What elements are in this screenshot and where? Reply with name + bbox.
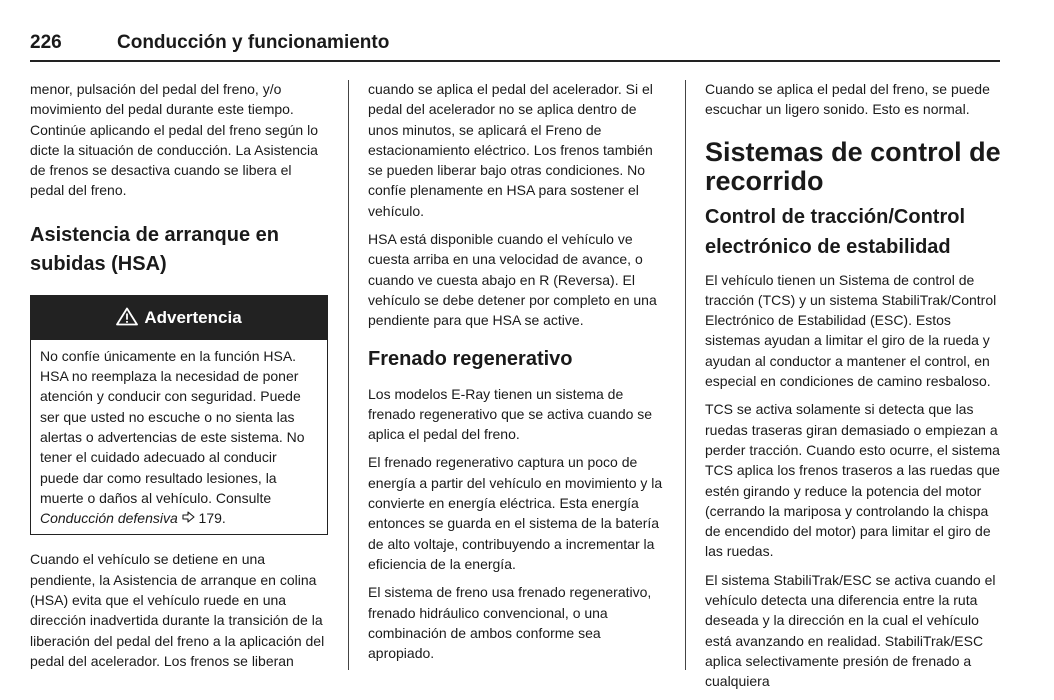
paragraph: El sistema StabiliTrak/ESC se activa cuando el vehículo detecta una diferencia entre la ruta deseada y la dirección en la cual el vehículo está avanzando en realidad. StabiliTrak/ESC aplica selectivamente presión de frenado a cualquiera	[705, 571, 996, 690]
column-divider-left	[348, 80, 349, 670]
paragraph: HSA está disponible cuando el vehículo ve cuesta arriba en una velocidad de avance, o cuando ve cuesta abajo en R (Reversa). El vehículo se debe detener por completo en una pendiente para que HSA se active.	[368, 231, 657, 329]
paragraph: TCS se activa solamente si detecta que las ruedas traseras giran demasiado o empiezan a perder tracción. Cuando esto ocurre, el sistema TCS aplica los frenos traseros a las ruedas que estén girando y reduce la potencia del motor (cerrando la mariposa y controlando la chispa de encendido del motor) para limitar el giro de las ruedas.	[705, 401, 1000, 560]
paragraph: El frenado regenerativo captura un poco de energía a partir del vehículo en movimiento y la convierte en energía eléctrica. Esta energía entonces se guarda en el sistema de la batería de alto voltaje, contribuyendo a incrementar la eficiencia de la energía.	[368, 454, 663, 572]
page-reference-arrow-icon	[182, 511, 195, 523]
column-divider-right	[685, 80, 686, 670]
paragraph: cuando se aplica el pedal del acelerador. Si el pedal del acelerador no se aplica dentro de unos minutos, se aplicará el Freno de estacionamiento eléctrico. Los frenos también se pueden liberar bajo otras condiciones. No confíe plenamente en HSA para sostener el vehículo.	[368, 81, 653, 219]
header-rule	[30, 60, 1000, 62]
section-heading-regenerative-braking: Frenado regenerativo	[368, 347, 573, 370]
running-head: Conducción y funcionamiento	[117, 32, 390, 53]
page-number: 226	[30, 32, 62, 53]
warning-title: Advertencia	[144, 307, 242, 327]
paragraph: Los modelos E-Ray tienen un sistema de frenado regenerativo que se activa cuando se aplica el pedal del freno.	[368, 385, 653, 443]
section-heading-hsa: Asistencia de arranque en subidas (HSA)	[30, 223, 279, 275]
warning-box	[30, 295, 328, 536]
paragraph: El vehículo tienen un Sistema de control de tracción (TCS) y un sistema StabiliTrak/Control Electrónico de Estabilidad (ESC). Estos sistemas ayudan a limitar el giro de la rueda y ayudan al conductor a mantener el control, en especial en condiciones de camino resbaloso.	[705, 271, 997, 390]
warning-body-text: No confíe únicamente en la función HSA. HSA no reemplaza la necesidad de poner atención y conducir con seguridad. Puede ser que usted no escuche o no sienta las alertas o advertencias de este sistema. No tener el cuidado adecuado al conducir puede dar como resultado lesiones, la muerte o daños al vehículo. Consulte	[40, 347, 305, 506]
cross-reference-page[interactable]: 179	[198, 510, 222, 527]
paragraph: Cuando se aplica el pedal del freno, se puede escuchar un ligero sonido. Esto es normal.	[705, 81, 990, 118]
column-middle	[368, 79, 666, 671]
warning-triangle-icon	[116, 307, 138, 326]
paragraph: menor, pulsación del pedal del freno, y/o movimiento del pedal durante este tiempo. Continúe aplicando el pedal del freno según lo dicte la situación de conducción. La Asistencia de frenos se desactiva cuando se libera el pedal del freno.	[30, 81, 318, 199]
warning-body	[31, 340, 327, 535]
chapter-heading-ride-control: Sistemas de control de recorrido	[705, 136, 1001, 196]
column-right	[705, 79, 1003, 700]
cross-reference-period: .	[221, 510, 226, 527]
subsection-heading-tcs-esc: Control de tracción/Control electrónico de estabilidad	[705, 205, 965, 258]
cross-reference-title[interactable]: Conducción defensiva	[40, 510, 178, 527]
column-left	[30, 79, 328, 679]
warning-title-bar	[31, 296, 327, 340]
warning-text	[40, 346, 319, 529]
paragraph: El sistema de freno usa frenado regenerativo, frenado hidráulico convencional, o una combinación de ambos conforme sea apropiado.	[368, 584, 652, 662]
paragraph: Cuando el vehículo se detiene en una pendiente, la Asistencia de arranque en colina (HSA) evita que el vehículo ruede en una dirección inadvertida durante la transición de la liberación del pedal del freno a la aplicación del pedal del acelerador. Los frenos se liberan	[30, 551, 325, 669]
